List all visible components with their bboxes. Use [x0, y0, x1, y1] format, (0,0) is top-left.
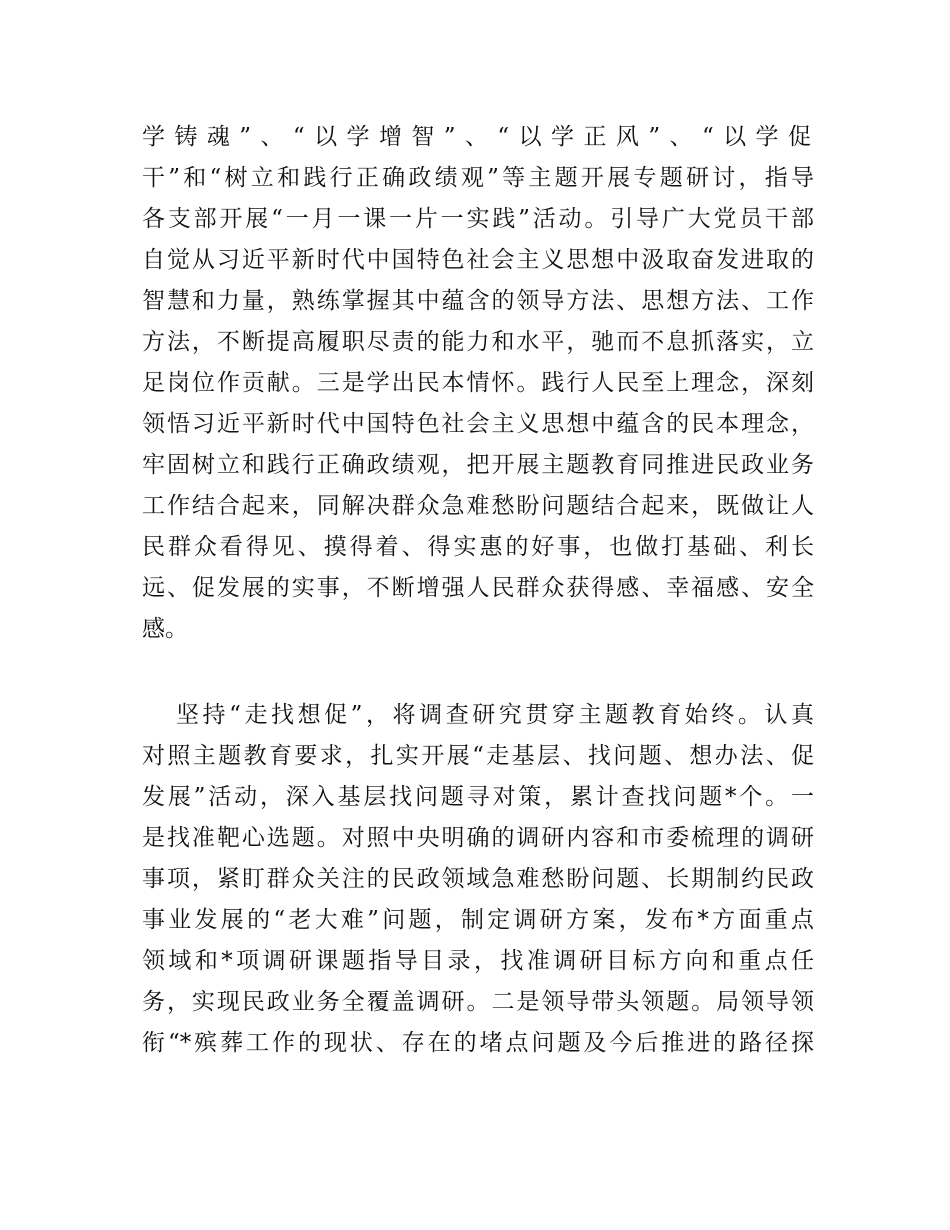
- paragraph-line: 感。: [142, 616, 188, 642]
- paragraph-line: 智慧和力量，熟练掌握其中蕴含的领导方法、思想方法、工作: [142, 288, 814, 314]
- paragraph-line: 事项，紧盯群众关注的民政领域急难愁盼问题、长期制约民政: [142, 866, 814, 892]
- paragraph-line: 民群众看得见、摸得着、得实惠的好事，也做打基础、利长: [142, 534, 814, 560]
- paragraph-line: 牢固树立和践行正确政绩观，把开展主题教育同推进民政业务: [142, 452, 814, 478]
- paragraph-line: 务，实现民政业务全覆盖调研。二是领导带头领题。局领导领: [142, 989, 814, 1015]
- paragraph-line: 各支部开展“一月一课一片一实践”活动。引导广大党员干部: [142, 206, 814, 232]
- paragraph-1: [142, 117, 814, 650]
- paragraph-line: 自觉从习近平新时代中国特色社会主义思想中汲取奋发进取的: [142, 247, 814, 273]
- paragraph-line: 领悟习近平新时代中国特色社会主义思想中蕴含的民本理念，: [142, 411, 814, 437]
- paragraph-line: 事业发展的“老大难”问题，制定调研方案，发布*方面重点: [142, 907, 814, 933]
- paragraph-line: 是找准靶心选题。对照中央明确的调研内容和市委梳理的调研: [142, 825, 814, 851]
- paragraph-line: 远、促发展的实事，不断增强人民群众获得感、幸福感、安全: [142, 575, 814, 601]
- paragraph-line: 方法，不断提高履职尽责的能力和水平，驰而不息抓落实，立: [142, 329, 814, 355]
- paragraph-line: 坚持“走找想促”，将调查研究贯穿主题教育始终。认真: [176, 702, 814, 728]
- paragraph-line: 衔“*殡葬工作的现状、存在的堵点问题及今后推进的路径探: [142, 1030, 814, 1056]
- paragraph-line: 学铸魂”、“以学增智”、“以学正风”、“以学促: [142, 124, 814, 150]
- paragraph-line: 发展”活动，深入基层找问题寻对策，累计查找问题*个。一: [142, 784, 814, 810]
- paragraph-2: [142, 695, 814, 1064]
- paragraph-line: 足岗位作贡献。三是学出民本情怀。践行人民至上理念，深刻: [142, 370, 814, 396]
- paragraph-line: 干”和“树立和践行正确政绩观”等主题开展专题研讨，指导: [142, 165, 814, 191]
- paragraph-line: 对照主题教育要求，扎实开展“走基层、找问题、想办法、促: [142, 743, 814, 769]
- paragraph-line: 领域和*项调研课题指导目录，找准调研目标方向和重点任: [142, 948, 814, 974]
- paragraph-line: 工作结合起来，同解决群众急难愁盼问题结合起来，既做让人: [142, 493, 814, 519]
